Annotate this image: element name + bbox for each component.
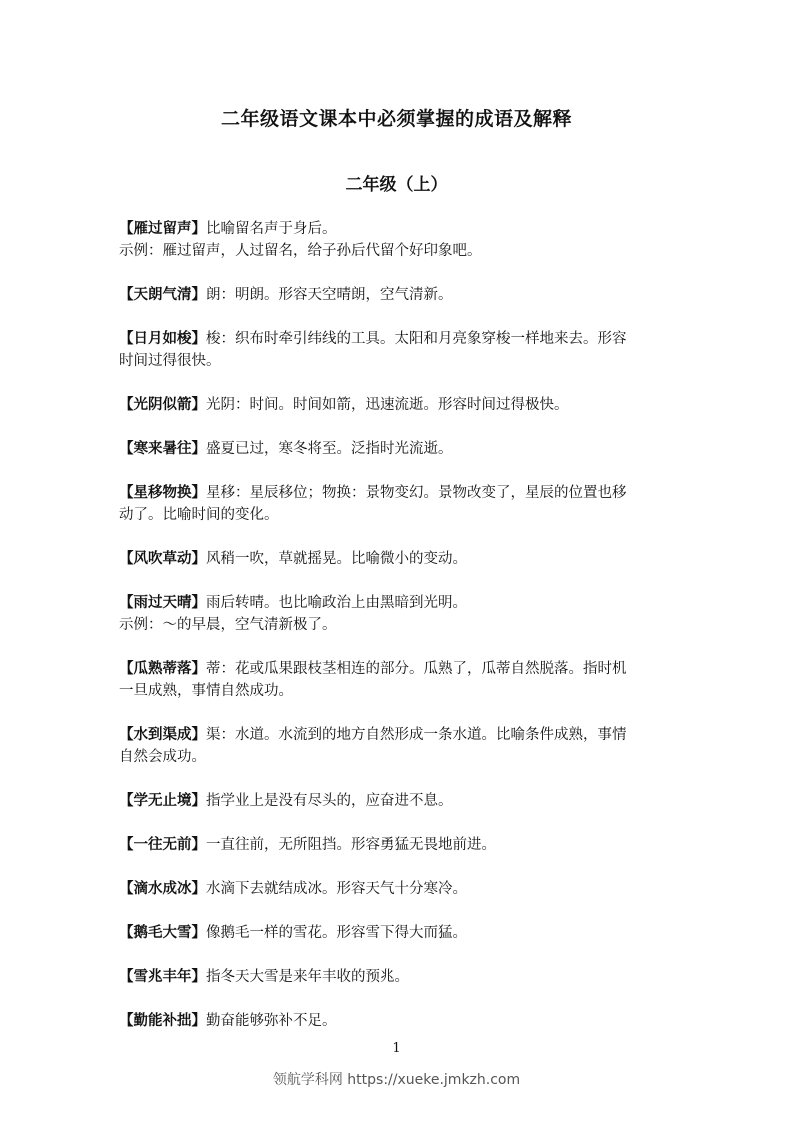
idiom-entry [119,548,679,570]
idiom-term: 【一往无前】 [119,837,206,853]
idiom-explanation: 像鹅毛一样的雪花。形容雪下得大而猛。 [206,925,467,941]
idiom-term: 【水到渠成】 [119,727,206,743]
idiom-entry-line [119,592,679,614]
idiom-term: 【瓜熟蒂落】 [119,661,206,677]
idiom-term: 【寒来暑往】 [119,441,206,457]
idiom-entry-line [119,878,679,900]
idiom-list [119,218,679,1054]
idiom-explanation: 风稍一吹，草就摇晃。比喻微小的变动。 [206,551,467,567]
idiom-explanation: 渠：水道。水流到的地方自然形成一条水道。比喻条件成熟，事情 [206,727,627,743]
page-number: 1 [392,1041,401,1056]
idiom-explanation: 盛夏已过，寒冬将至。泛指时光流逝。 [206,441,453,457]
idiom-term: 【光阴似箭】 [119,397,206,413]
idiom-entry [119,592,679,636]
idiom-explanation: 梭：织布时牵引纬线的工具。太阳和月亮象穿梭一样地来去。形容 [206,331,627,347]
idiom-entry-line [119,504,679,526]
idiom-entry-line [119,746,679,768]
idiom-entry-line [119,218,679,240]
idiom-explanation: 星移：星辰移位；物换：景物变幻。景物改变了，星辰的位置也移 [206,485,627,501]
idiom-entry [119,878,679,900]
idiom-entry [119,790,679,812]
idiom-entry-line [119,394,679,416]
idiom-entry-line [119,438,679,460]
idiom-explanation: 一直往前，无所阻挡。形容勇猛无畏地前进。 [206,837,496,853]
idiom-explanation: 一旦成熟，事情自然成功。 [119,683,293,699]
idiom-explanation: 光阴：时间。时间如箭，迅速流逝。形容时间过得极快。 [206,397,569,413]
idiom-entry [119,284,679,306]
idiom-explanation: 动了。比喻时间的变化。 [119,507,279,523]
idiom-term: 【学无止境】 [119,793,206,809]
idiom-entry-line [119,328,679,350]
idiom-explanation: 水滴下去就结成冰。形容天气十分寒冷。 [206,881,467,897]
idiom-entry [119,834,679,856]
idiom-entry-line [119,350,679,372]
idiom-entry-line [119,680,679,702]
idiom-explanation: 比喻留名声于身后。 [206,221,337,237]
idiom-entry-line [119,284,679,306]
idiom-entry-line [119,922,679,944]
idiom-explanation: 蒂：花或瓜果跟枝茎相连的部分。瓜熟了，瓜蒂自然脱落。指时机 [206,661,627,677]
idiom-entry-line [119,658,679,680]
page-title: 二年级语文课本中必须掌握的成语及解释 [220,108,572,130]
idiom-entry-line [119,548,679,570]
section-title: 二年级（上） [345,175,448,195]
idiom-explanation: 示例：～的早晨，空气清新极了。 [119,617,337,633]
idiom-term: 【滴水成冰】 [119,881,206,897]
idiom-entry [119,966,679,988]
idiom-term: 【天朗气清】 [119,287,206,303]
idiom-entry [119,394,679,416]
idiom-term: 【雨过天晴】 [119,595,206,611]
idiom-explanation: 指冬天大雪是来年丰收的预兆。 [206,969,409,985]
idiom-entry-line [119,482,679,504]
idiom-explanation: 自然会成功。 [119,749,206,765]
idiom-entry [119,218,679,262]
idiom-entry-line [119,1010,679,1032]
idiom-entry [119,438,679,460]
idiom-term: 【勤能补拙】 [119,1013,206,1029]
idiom-entry [119,1010,679,1032]
idiom-term: 【雪兆丰年】 [119,969,206,985]
idiom-entry [119,658,679,702]
idiom-explanation: 勤奋能够弥补不足。 [206,1013,337,1029]
idiom-entry [119,922,679,944]
idiom-entry-line [119,834,679,856]
watermark-footer: 领航学科网 https://xueke.jmkzh.com [272,1072,521,1088]
idiom-entry-line [119,240,679,262]
idiom-term: 【雁过留声】 [119,221,206,237]
idiom-explanation: 朗：明朗。形容天空晴朗，空气清新。 [206,287,453,303]
idiom-explanation: 雨后转晴。也比喻政治上由黑暗到光明。 [206,595,467,611]
idiom-explanation: 指学业上是没有尽头的，应奋进不息。 [206,793,453,809]
idiom-entry [119,328,679,372]
idiom-term: 【日月如梭】 [119,331,206,347]
idiom-entry-line [119,966,679,988]
idiom-entry-line [119,614,679,636]
idiom-explanation: 示例：雁过留声，人过留名，给子孙后代留个好印象吧。 [119,243,482,259]
idiom-term: 【风吹草动】 [119,551,206,567]
idiom-explanation: 时间过得很快。 [119,353,221,369]
idiom-entry-line [119,724,679,746]
idiom-entry-line [119,790,679,812]
idiom-term: 【鹅毛大雪】 [119,925,206,941]
idiom-term: 【星移物换】 [119,485,206,501]
idiom-entry [119,482,679,526]
idiom-entry [119,724,679,768]
